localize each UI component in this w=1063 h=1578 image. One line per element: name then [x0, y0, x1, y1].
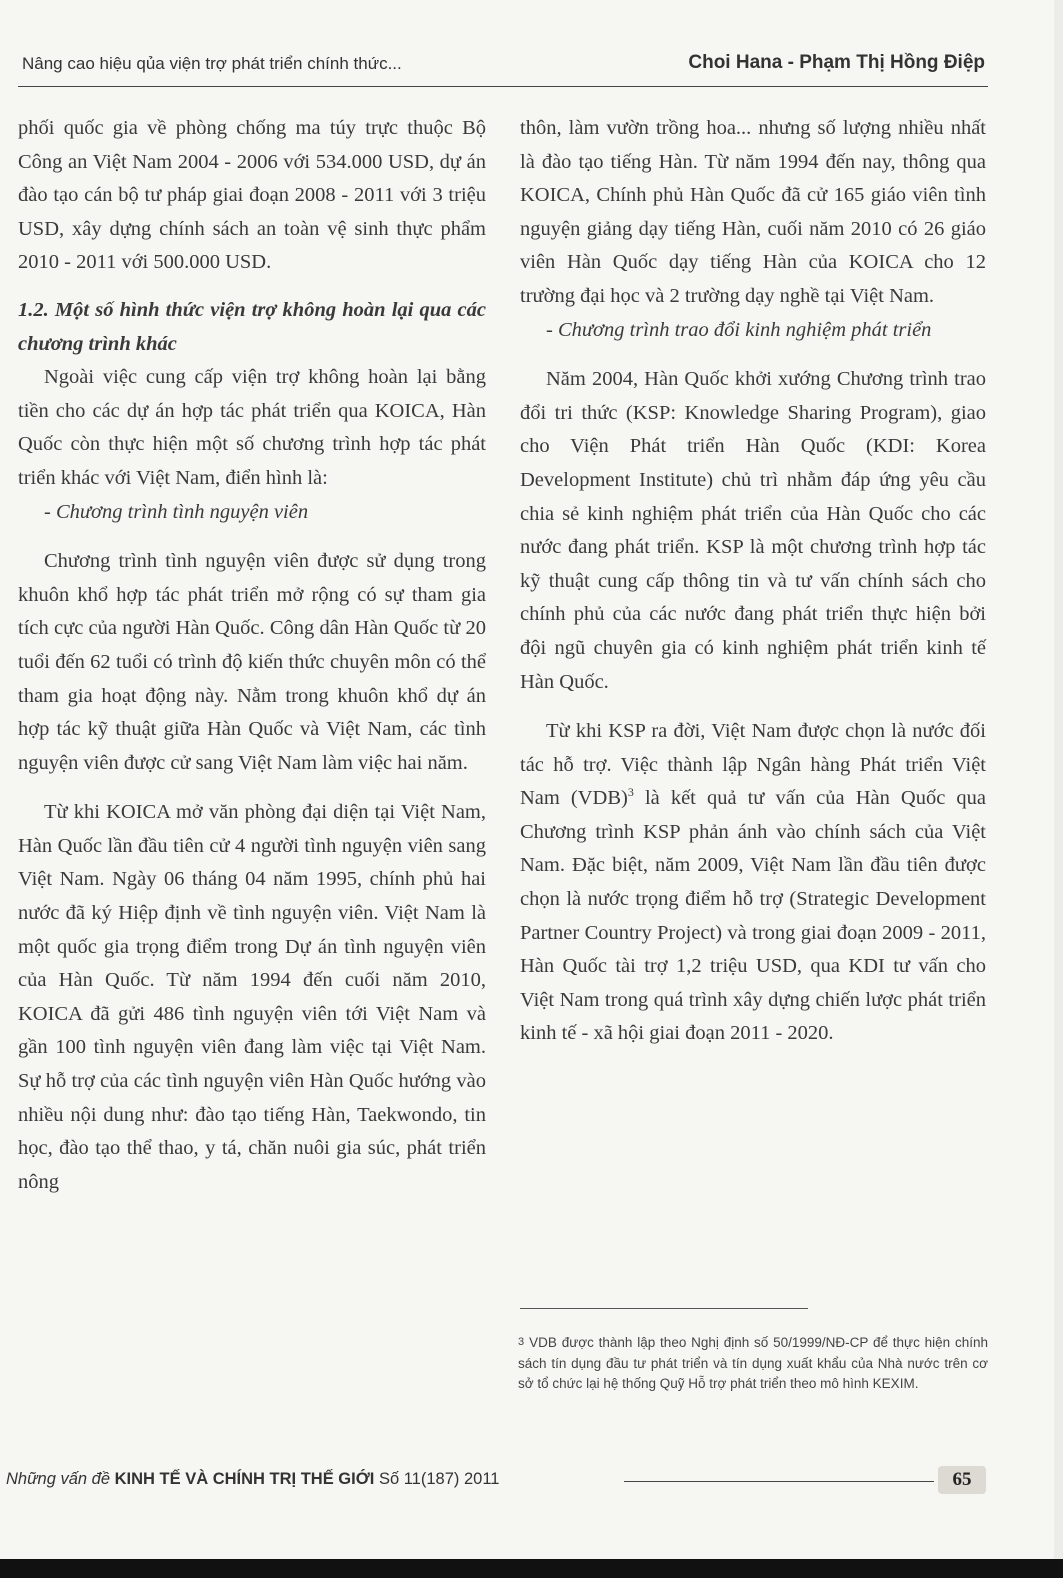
left-paragraph-4: Từ khi KOICA mở văn phòng đại diện tại Việt Nam, Hàn Quốc lần đầu tiên cử 4 người tình nguyện viên sang Việt Nam. Ngày 06 tháng 04 năm 1995, chính phủ hai nước đã ký Hiệp định về tình nguyện viên. Việt Nam là một quốc gia trọng điểm trong Dự án tình nguyện viên của Hàn Quốc. Từ năm 1994 đến cuối năm 2010, KOICA đã gửi 486 tình nguyện viên tới Việt Nam và gần 100 tình nguyện viên đang làm việc tại Việt Nam. Sự hỗ trợ của các tình nguyện viên Hàn Quốc hướng vào nhiều nội dung như: đào tạo tiếng Hàn, Taekwondo, tin học, đào tạo thể thao, y tá, chăn nuôi gia súc, phát triển nông — [18, 801, 486, 1193]
journal-prefix: Những vấn đề — [6, 1470, 111, 1488]
footer-divider — [624, 1481, 934, 1482]
scan-bottom-edge — [0, 1559, 1063, 1578]
subheading-experience-exchange: - Chương trình trao đổi kinh nghiệm phát triển — [546, 318, 932, 341]
footnote-reference[interactable]: 3 — [627, 785, 634, 800]
left-paragraph-3: Chương trình tình nguyện viên được sử dụng trong khuôn khổ hợp tác phát triển mở rộng có sự tham gia tích cực của người Hàn Quốc. Công dân Hàn Quốc từ 20 tuổi đến 62 tuổi có trình độ kiến thức chuyên môn có thể tham gia hoạt động này. Nằm trong khuôn khổ dự án hợp tác kỹ thuật giữa Hàn Quốc và Việt Nam, các tình nguyện viên được cử sang Việt Nam làm việc hai năm. — [18, 550, 486, 774]
section-heading-1-2: 1.2. Một số hình thức viện trợ không hoàn lại qua các chương trình khác — [18, 298, 486, 355]
footnote-text: VDB được thành lập theo Nghị định số 50/1999/NĐ-CP để thực hiện chính sách tín dụng đầu tư phát triển và tín dụng xuất khẩu của Nhà nước trên cơ sở tổ chức lại hệ thống Quỹ Hỗ trợ phát triển theo mô hình KEXIM. — [518, 1335, 988, 1391]
left-column — [18, 112, 486, 1199]
footnote — [518, 1332, 988, 1395]
running-header-title: Nâng cao hiệu qủa viện trợ phát triển chính thức... — [22, 54, 402, 73]
journal-name: KINH TẾ VÀ CHÍNH TRỊ THẾ GIỚI — [114, 1470, 375, 1488]
right-paragraph-3-start: Từ khi KSP ra đời, Việt Nam được chọn là nước đối tác hỗ trợ. Việc thành lập Ngân hàng Phát triển Việt Nam (VDB) — [520, 720, 986, 810]
page-number: 65 — [938, 1466, 986, 1494]
page-edge-shadow — [1054, 0, 1063, 1559]
journal-issue: Số 11(187) 2011 — [378, 1470, 500, 1488]
subheading-volunteer-program: - Chương trình tình nguyện viên — [44, 500, 309, 523]
right-paragraph-2: Năm 2004, Hàn Quốc khởi xướng Chương trình trao đổi tri thức (KSP: Knowledge Sharing Program), giao cho Viện Phát triển Hàn Quốc (KDI: Korea Development Institute) chủ trì nhằm đáp ứng yêu cầu chia sẻ kinh nghiệm phát triển của Hàn Quốc cho các nước đang phát triển. KSP là một chương trình hợp tác kỹ thuật cung cấp thông tin và tư vấn chính sách cho chính phủ của các nước đang phát triển thực hiện bởi đội ngũ chuyên gia có kinh nghiệm phát triển kinh tế Hàn Quốc. — [520, 368, 986, 693]
running-header-authors: Choi Hana - Phạm Thị Hồng Điệp — [688, 52, 985, 73]
journal-footer — [6, 1470, 499, 1489]
right-paragraph-3 — [520, 715, 986, 1051]
header-divider — [18, 86, 988, 87]
left-paragraph-2: Ngoài việc cung cấp viện trợ không hoàn lại bằng tiền cho các dự án hợp tác phát triển qua KOICA, Hàn Quốc còn thực hiện một số chương trình hợp tác phát triển khác với Việt Nam, điển hình là: — [18, 366, 486, 489]
footnote-number: 3 — [518, 1336, 525, 1348]
right-column — [520, 112, 986, 1051]
right-paragraph-3-end: là kết quả tư vấn của Hàn Quốc qua Chương trình KSP phản ánh vào chính sách của Việt Nam. Đặc biệt, năm 2009, Việt Nam lần đầu tiên được chọn là nước trọng điểm hỗ trợ (Strategic Development Partner Country Project) và trong giai đoạn 2009 - 2011, Hàn Quốc tài trợ 1,2 triệu USD, qua KDI tư vấn cho Việt Nam trong quá trình xây dựng chiến lược phát triển kinh tế - xã hội giai đoạn 2011 - 2020. — [520, 787, 986, 1045]
left-paragraph-1: phối quốc gia về phòng chống ma túy trực thuộc Bộ Công an Việt Nam 2004 - 2006 với 534.000 USD, dự án đào tạo cán bộ tư pháp giai đoạn 2008 - 2011 với 3 triệu USD, xây dựng chính sách an toàn vệ sinh thực phẩm 2010 - 2011 với 500.000 USD. — [18, 117, 486, 274]
right-paragraph-1: thôn, làm vườn trồng hoa... nhưng số lượng nhiều nhất là đào tạo tiếng Hàn. Từ năm 1994 đến nay, thông qua KOICA, Chính phủ Hàn Quốc đã cử 165 giáo viên tình nguyện giảng dạy tiếng Hàn, cuối năm 2010 có 26 giáo viên Hàn Quốc dạy tiếng Hàn của KOICA cho 12 trường đại học và 2 trường dạy nghề tại Việt Nam. — [520, 117, 986, 307]
footnote-divider — [520, 1308, 808, 1309]
